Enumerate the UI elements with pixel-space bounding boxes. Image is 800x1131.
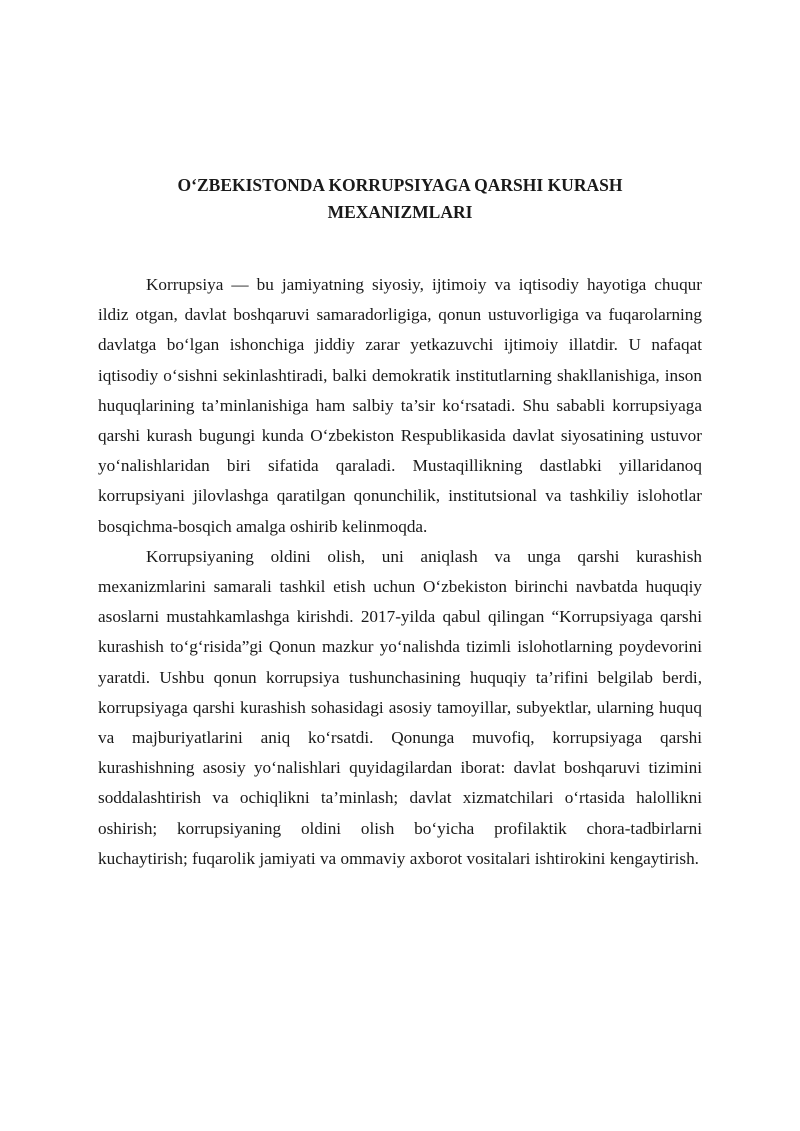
paragraph-1: Korrupsiya — bu jamiyatning siyosiy, ijtimoiy va iqtisodiy hayotiga chuqur ildiz otgan, davlat boshqaruvi samaradorligiga, qonun ustuvorligiga va fuqarolarning davlatga bo‘lgan ishonchiga jiddiy zarar yetkazuvchi ijtimoiy illatdir. U nafaqat iqtisodiy o‘sishni sekinlashtiradi, balki demokratik institutlarning shakllanishiga, inson huquqlarining ta’minlanishiga ham salbiy ta’sir ko‘rsatadi. Shu sababli korrupsiyaga qarshi kurash bugungi kunda O‘zbekiston Respublikasida davlat siyosatining ustuvor yo‘nalishlaridan biri sifatida qaraladi. Mustaqillikning dastlabki yillaridanoq korrupsiyani jilovlashga qaratilgan qonunchilik, institutsional va tashkiliy islohotlar bosqichma-bosqich amalga oshirib kelinmoqda.	[98, 275, 702, 536]
document-title	[120, 172, 680, 226]
document-title-line-2: MEXANIZMLARI	[327, 202, 473, 222]
document-title-line-1: O‘ZBEKISTONDA KORRUPSIYAGA QARSHI KURASH	[177, 175, 623, 195]
document-body	[98, 270, 702, 874]
paragraph-2: Korrupsiyaning oldini olish, uni aniqlash va unga qarshi kurashish mexanizmlarini samarali tashkil etish uchun O‘zbekiston birinchi navbatda huquqiy asoslarni mustahkamlashga kirishdi. 2017-yilda qabul qilingan “Korrupsiyaga qarshi kurashish to‘g‘risida”gi Qonun mazkur yo‘nalishda tizimli islohotlarning poydevorini yaratdi. Ushbu qonun korrupsiya tushunchasining huquqiy ta’rifini belgilab berdi, korrupsiyaga qarshi kurashish sohasidagi asosiy tamoyillar, subyektlar, ularning huquq va majburiyatlarini aniq ko‘rsatdi. Qonunga muvofiq, korrupsiyaga qarshi kurashishning asosiy yo‘nalishlari quyidagilardan iborat: davlat boshqaruvi tizimini soddalashtirish va ochiqlikni ta’minlash; davlat xizmatchilari o‘rtasida halollikni oshirish; korrupsiyaning oldini olish bo‘yicha profilaktik chora-tadbirlarni kuchaytirish; fuqarolik jamiyati va ommaviy axborot vositalari ishtirokini kengaytirish.	[98, 546, 702, 868]
